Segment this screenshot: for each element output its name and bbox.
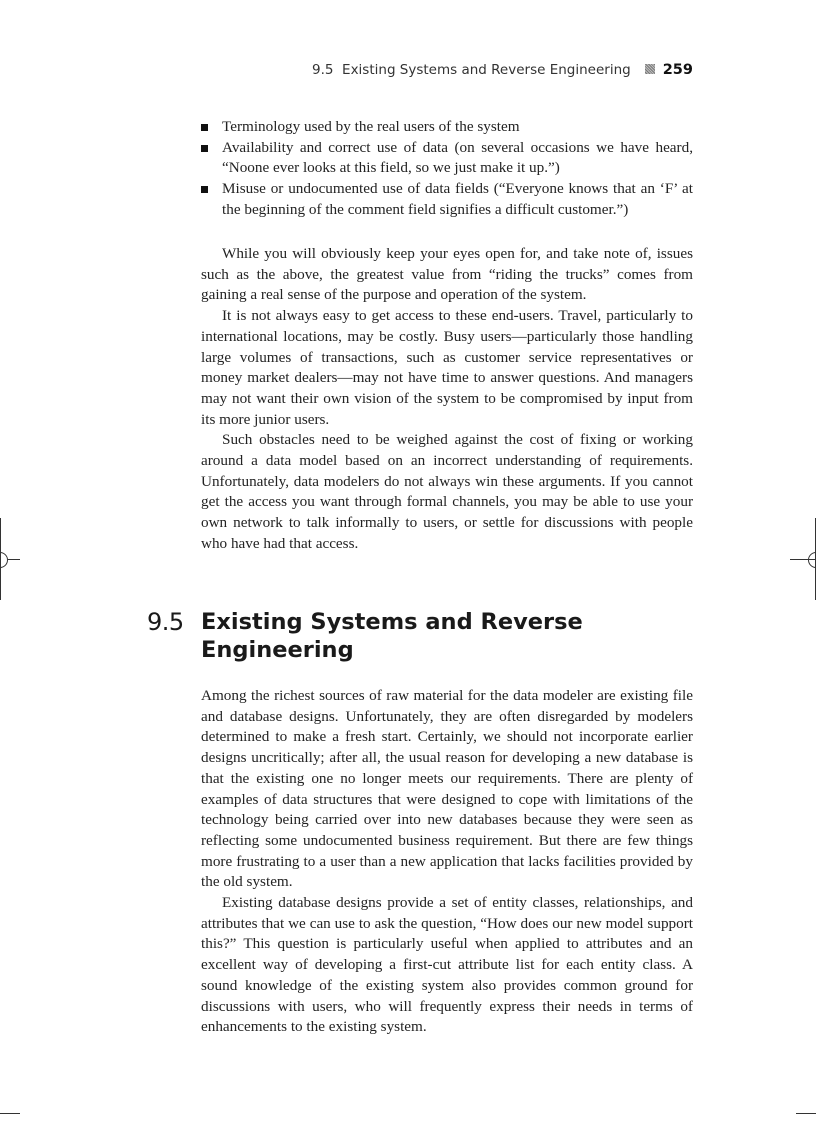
square-bullet-icon: [201, 186, 208, 193]
bullet-item: [201, 138, 693, 179]
page-number: 259: [662, 62, 693, 78]
section-title: Existing Systems and Reverse Engineering: [201, 609, 583, 663]
paragraph: Such obstacles need to be weighed against the cost of fixing or working around a data model based on an incorrect understanding of requirements. Unfortunately, data modelers do not always win these arguments. If you cannot get the access you want through formal channels, you may be able to use your own network to talk informally to users, or settle for discussions with people who have had that access.: [201, 431, 693, 552]
body-text-section: [201, 686, 693, 1038]
bullet-text: Misuse or undocumented use of data fields (“Everyone knows that an ‘F’ at the beginning of the comment field signifies a difficult customer.”): [222, 180, 693, 218]
bullet-text: Terminology used by the real users of the system: [222, 118, 520, 135]
body-text-before-section: [201, 244, 693, 555]
paragraph: It is not always easy to get access to these end-users. Travel, particularly to international locations, may be costly. Busy users—particularly those handling large volumes of transactions, such as customer service representatives or money market dealers—may not have time to answer questions. And managers may not want their own vision of the system to be compromised by input from its more junior users.: [201, 307, 693, 428]
bullet-list: [201, 117, 693, 221]
square-bullet-icon: [201, 145, 208, 152]
crop-mark-left-horizontal: [8, 559, 20, 560]
paragraph: While you will obviously keep your eyes open for, and take note of, issues such as the above, the greatest value from “riding the trucks” comes from gaining a real sense of the purpose and operation of the system.: [201, 245, 693, 304]
bullet-text: Availability and correct use of data (on several occasions we have heard, “Noone ever looks at this field, so we just make it up.”): [222, 138, 693, 177]
bullet-item: [201, 179, 693, 220]
registration-mark-left-icon: [0, 552, 8, 568]
running-header: [200, 62, 693, 78]
section-number: 9.5: [147, 608, 184, 636]
running-header-title: 9.5 Existing Systems and Reverse Engineering: [311, 62, 631, 78]
bullet-item: [201, 117, 693, 138]
registration-mark-right-icon: [808, 552, 816, 568]
crop-mark-bottom-right: [796, 1113, 816, 1114]
header-square-icon: [645, 64, 655, 74]
paragraph: Existing database designs provide a set of entity classes, relationships, and attributes that we can use to ask the question, “How does our new model support this?” This question is particularly useful when applied to attributes and an excellent way of developing a first-cut attribute list for each entity class. A sound knowledge of the existing system also provides common ground for discussions with users, who will frequently express their needs in terms of enhancements to the existing system.: [201, 894, 693, 1036]
paragraph: Among the richest sources of raw material for the data modeler are existing file and database designs. Unfortunately, they are often disregarded by modelers determined to make a fresh start. Certainly, we should not incorporate earlier designs uncritically; after all, the usual reason for developing a new database is that the existing one no longer meets our requirements. There are plenty of examples of data structures that were designed to cope with limitations of the technology being carried over into new databases because they were seen as reflecting some undocumented business requirement. But there are few things more frustrating to a user than a new application that lacks facilities provided by the old system.: [201, 687, 693, 891]
crop-mark-bottom-left: [0, 1113, 20, 1114]
square-bullet-icon: [201, 124, 208, 131]
